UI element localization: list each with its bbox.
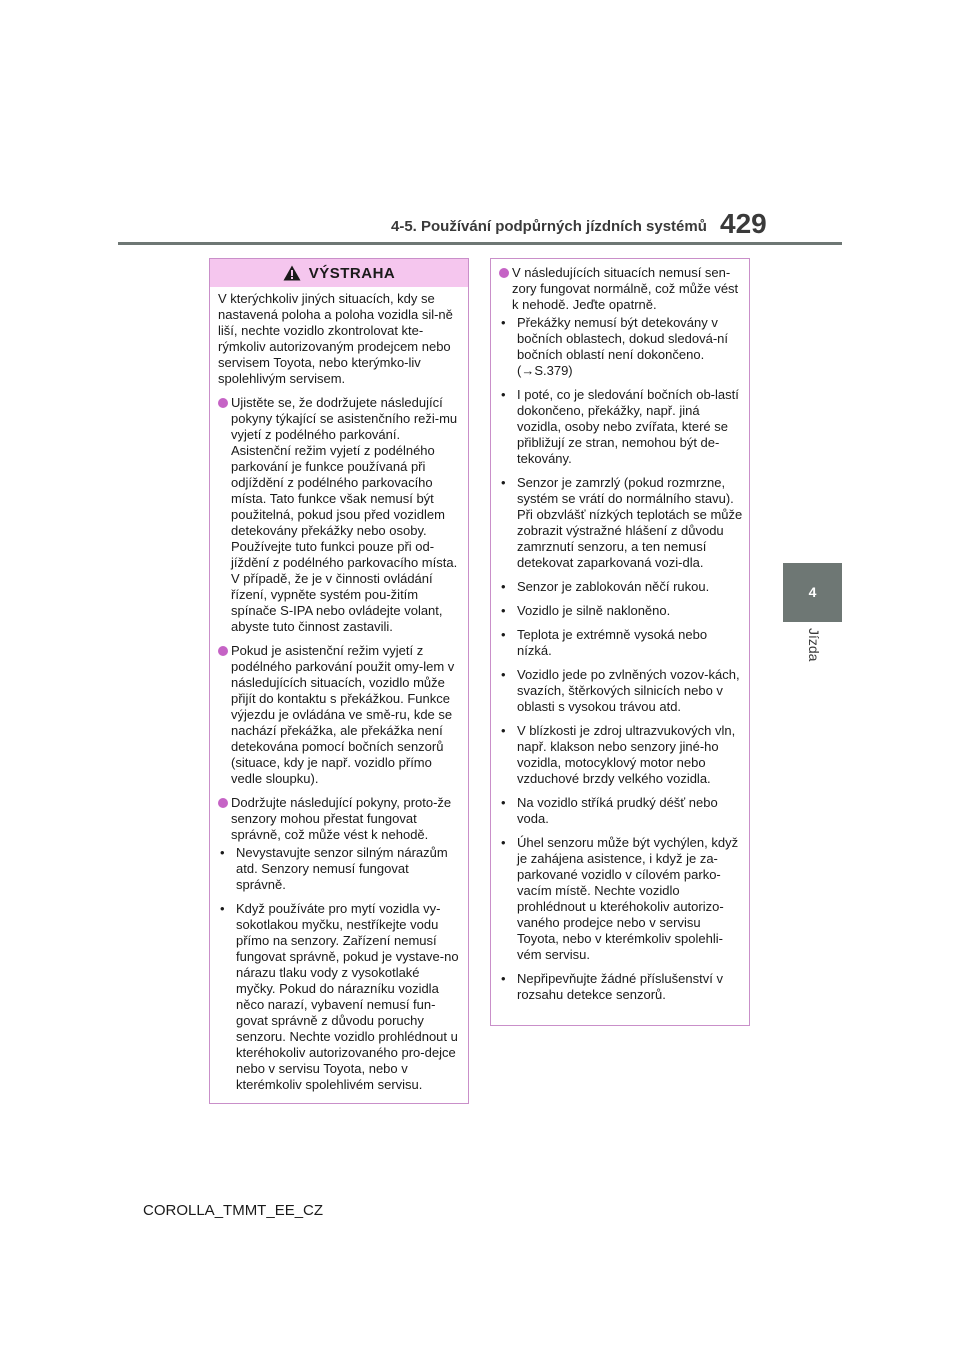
chapter-label: Jízda <box>806 628 822 662</box>
list-item <box>499 603 743 619</box>
item-text: Na vozidlo stříká prudký déšť nebo voda. <box>517 795 718 826</box>
list-item <box>218 901 462 1093</box>
item-text: Vozidlo je silně nakloněno. <box>517 603 671 618</box>
list-item <box>218 395 462 635</box>
bullet-icon: • <box>501 667 506 682</box>
list-item <box>499 627 743 659</box>
list-item <box>218 845 462 893</box>
list-item <box>499 387 743 467</box>
bullet-icon: • <box>501 475 506 490</box>
bullet-icon: • <box>501 795 506 810</box>
item-text: Překážky nemusí být detekovány v bočních oblastech, dokud sledová-ní bočních oblastí není dokončeno. (→S.379) <box>517 315 729 378</box>
magenta-dot-icon <box>499 268 509 278</box>
list-item <box>499 723 743 787</box>
bullet-icon: • <box>220 901 225 916</box>
header-rule <box>118 242 842 245</box>
list-item <box>499 579 743 595</box>
warning-triangle-icon <box>283 265 301 281</box>
item-text: Nepřipevňujte žádné příslušenství v rozsahu detekce senzorů. <box>517 971 723 1002</box>
item-text: Senzor je zablokován něčí rukou. <box>517 579 710 594</box>
warning-bullet-text: Pokud je asistenční režim vyjetí z podélného parkování použit omy-lem v následujících situacích, vozidlo může přijít do kontaktu s překážkou. Funkce výjezdu je ovládána ve smě-ru, kde se nachází překážka, ale překážka není detekována pomocí bočních senzorů (situace, kdy je např. vozidlo přímo vedle sloupku). <box>231 643 455 786</box>
warning-bullet-text: Dodržujte následující pokyny, proto-že senzory mohou přestat fungovat správně, což může vést k nehodě. <box>231 795 452 842</box>
warning-box <box>209 258 469 1104</box>
chapter-tab: 4 <box>783 563 842 622</box>
item-text: Senzor je zamrzlý (pokud rozmrzne, systém se vrátí do normálního stavu). Při obzvlášť nízkých teplotách se může zobrazit výstražné hlášení z důvodu zamrznutí senzoru, a ten nemusí detekovat zaparkovaná vozi-dla. <box>517 475 743 570</box>
section-title: 4-5. Používání podpůrných jízdních systémů <box>391 218 707 235</box>
item-text: Teplota je extrémně vysoká nebo nízká. <box>517 627 708 658</box>
bullet-icon: • <box>501 603 506 618</box>
bullet-icon: • <box>501 971 506 986</box>
bullet-icon: • <box>501 315 506 330</box>
warning-box-continued <box>490 258 750 1026</box>
bullet-icon: • <box>220 845 225 860</box>
item-text: V blízkosti je zdroj ultrazvukových vln, např. klakson nebo senzory jiné-ho vozidla, motocyklový motor nebo vzduchové brzdy velkého vozidla. <box>517 723 736 786</box>
warning-box-header <box>210 259 468 287</box>
sub-bullet-text: Nevystavujte senzor silným nárazům atd. Senzory nemusí fungovat správně. <box>236 845 448 892</box>
sub-bullet-text: Když používáte pro mytí vozidla vy-sokotlakou myčku, nestříkejte vodu přímo na senzory. Zařízení nemusí fungovat správně, pokud je vystave-no nárazu tlaku vody z vysokotlaké myčky. Pokud do nárazníku vozidla něco narazí, vybavení nemusí fun-govat správně z důvodu poruchy senzoru. Nechte vozidlo prohlédnout u kteréhokoliv autorizovaného pro-dejce nebo v servisu Toyota, nebo v kterémkoliv spolehlivém servisu. <box>236 901 459 1092</box>
list-item <box>499 835 743 963</box>
magenta-dot-icon <box>218 798 228 808</box>
footer-doc-code: COROLLA_TMMT_EE_CZ <box>143 1202 324 1219</box>
magenta-dot-icon <box>218 646 228 656</box>
list-item <box>499 265 743 313</box>
item-text: Vozidlo jede po zvlněných vozov-kách, svazích, štěrkových silnicích nebo v oblasti s vysokou trávou atd. <box>517 667 740 714</box>
list-item <box>499 475 743 571</box>
bullet-icon: • <box>501 835 506 850</box>
list-item <box>218 643 462 787</box>
item-text: I poté, co je sledování bočních ob-lastí dokončeno, překážky, např. jiná vozidla, osoby nebo zvířata, které se přibližují ze stran, nemohou být de-tekovány. <box>517 387 739 466</box>
warning-bullet-text: Ujistěte se, že dodržujete následující pokyny týkající se asistenčního reži-mu vyjetí z podélného parkování. Asistenční režim vyjetí z podélného parkování je funkce používaná při odjíždění z podélného parkovacího místa. Tato funkce však nemusí být použitelná, pokud jsou před vozidlem detekovány překážky nebo osoby. Používejte tuto funkci pouze při od-jíždění z podélného parkovacího místa. V případě, že je v činnosti ovládání řízení, vypněte systém pou-žitím spínače S-IPA nebo ovládejte volant, abyste tuto činnost zastavili. <box>231 395 458 634</box>
list-item <box>499 667 743 715</box>
warning-title: VÝSTRAHA <box>308 264 396 282</box>
bullet-icon: • <box>501 723 506 738</box>
warning-intro: V kterýchkoliv jiných situacích, kdy se nastavená poloha a poloha vozidla sil-ně liší, nechte vozidlo zkontrolovat kte-rýmkoliv autorizovaným prodejcem nebo servisem Toyota, nebo kterýmko-liv spolehlivým servisem. <box>218 291 453 386</box>
page-number: 429 <box>720 208 767 239</box>
bullet-icon: • <box>501 387 506 402</box>
item-text: Úhel senzoru může být vychýlen, když je zahájena asistence, i když je za-parkované vozidlo v cílovém parko-vacím místě. Nechte vozidlo prohlédnout u kteréhokoliv autorizo-vaného prodejce nebo v servisu Toyota, nebo v kterémkoliv spolehli-vém servisu. <box>517 835 739 962</box>
list-item <box>499 971 743 1003</box>
list-item <box>218 795 462 843</box>
magenta-dot-icon <box>218 398 228 408</box>
bullet-icon: • <box>501 627 506 642</box>
list-item <box>499 315 743 379</box>
right-lead-text: V následujících situacích nemusí sen-zory fungovat normálně, což může vést k nehodě. Jeďte opatrně. <box>512 265 739 312</box>
list-item <box>499 795 743 827</box>
bullet-icon: • <box>501 579 506 594</box>
